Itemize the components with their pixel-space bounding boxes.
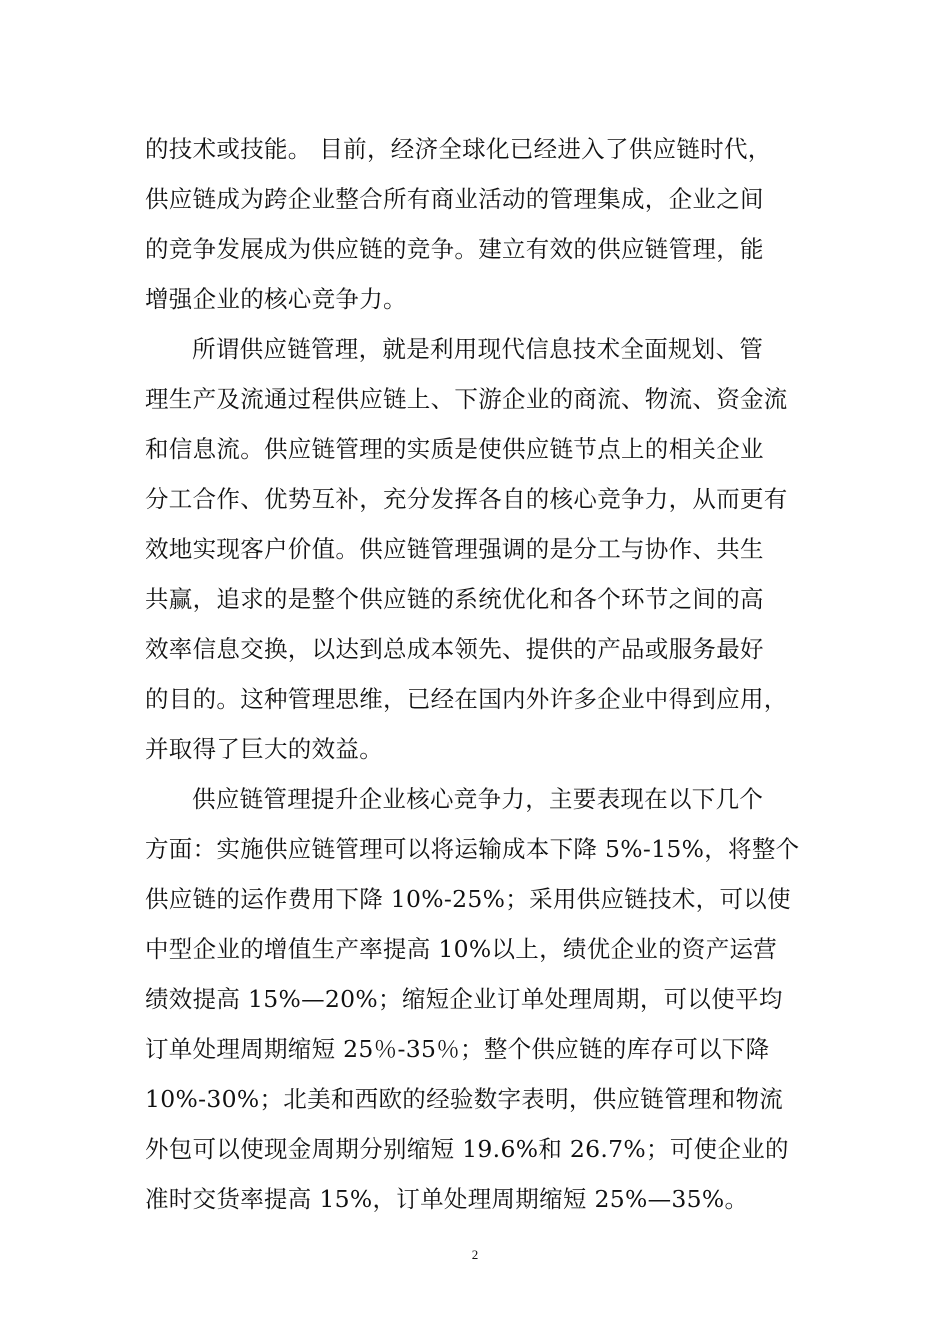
text-line: 和信息流。供应链管理的实质是使供应链节点上的相关企业 [145, 435, 764, 463]
text-line: 的技术或技能。 目前，经济全球化已经进入了供应链时代， [145, 135, 772, 163]
text-line: 绩效提高 15%—20%；缩短企业订单处理周期，可以使平均 [145, 985, 783, 1013]
text-line: 共赢，追求的是整个供应链的系统优化和各个环节之间的高 [145, 585, 764, 613]
text-line: 增强企业的核心竞争力。 [145, 285, 407, 313]
text-line: 并取得了巨大的效益。 [145, 735, 383, 763]
text-line: 方面：实施供应链管理可以将运输成本下降 5%-15%，将整个 [145, 835, 800, 863]
text-line: 的竞争发展成为供应链的竞争。建立有效的供应链管理，能 [145, 235, 764, 263]
body-text [145, 124, 807, 1224]
text-line: 供应链成为跨企业整合所有商业活动的管理集成，企业之间 [145, 185, 764, 213]
text-line: 供应链的运作费用下降 10%-25%；采用供应链技术，可以使 [145, 885, 791, 913]
text-line: 的目的。这种管理思维，已经在国内外许多企业中得到应用， [145, 685, 788, 713]
text-line: 订单处理周期缩短 25％-35％；整个供应链的库存可以下降 [145, 1035, 770, 1063]
text-line: 分工合作、优势互补，充分发挥各自的核心竞争力，从而更有 [145, 485, 788, 513]
text-line: 准时交货率提高 15%，订单处理周期缩短 25%—35%。 [145, 1185, 749, 1213]
page-number: 2 [471, 1247, 479, 1262]
text-line: 效地实现客户价值。供应链管理强调的是分工与协作、共生 [145, 535, 764, 563]
text-line: 效率信息交换，以达到总成本领先、提供的产品或服务最好 [145, 635, 764, 663]
text-line: 10%-30%；北美和西欧的经验数字表明，供应链管理和物流 [145, 1085, 784, 1113]
paragraph-first-line: 所谓供应链管理，就是利用现代信息技术全面规划、管 [192, 335, 764, 363]
text-line: 理生产及流通过程供应链上、下游企业的商流、物流、资金流 [145, 385, 788, 413]
text-line: 外包可以使现金周期分别缩短 19.6%和 26.7%；可使企业的 [145, 1135, 789, 1163]
paragraph-first-line: 供应链管理提升企业核心竞争力，主要表现在以下几个 [192, 785, 764, 813]
text-line: 中型企业的增值生产率提高 10%以上，绩优企业的资产运营 [145, 935, 778, 963]
